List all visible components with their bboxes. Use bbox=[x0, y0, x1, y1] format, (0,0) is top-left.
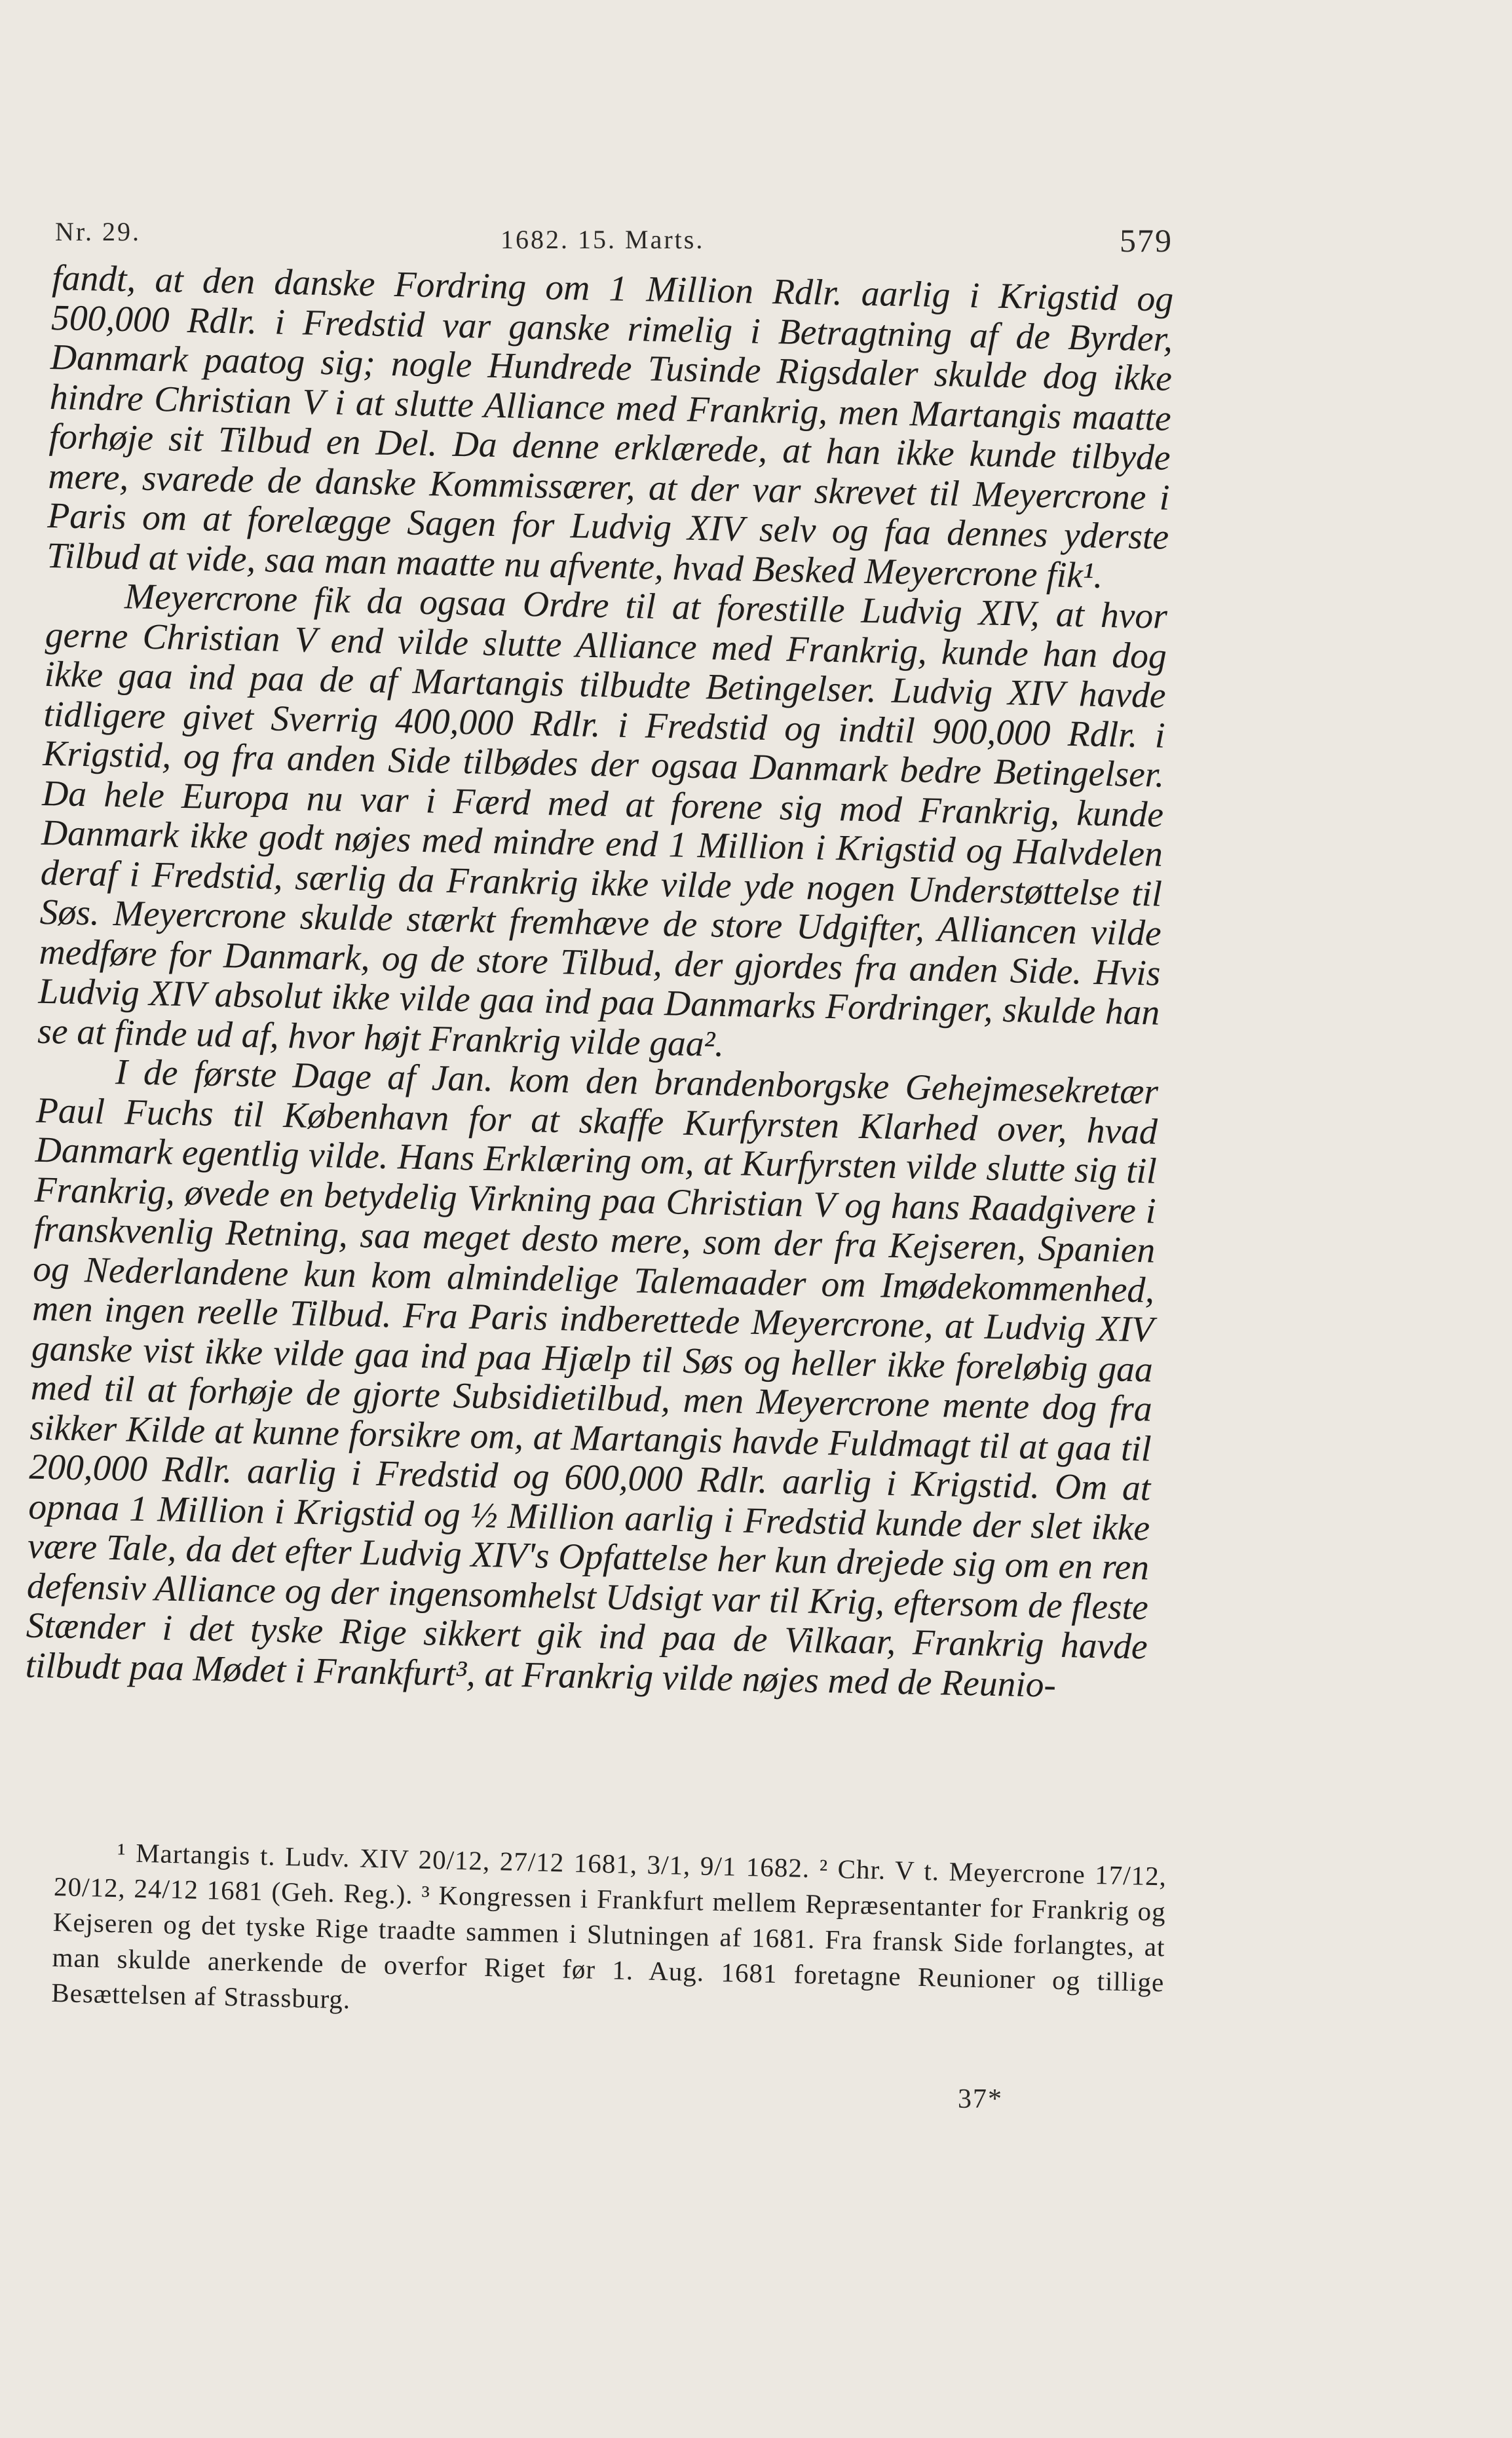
document-date: 1682. 15. Marts. bbox=[501, 225, 705, 254]
paragraph-1: fandt, at den danske Fordring om 1 Million Rdlr. aarlig i Krigstid og 500,000 Rdlr. i Fredstid var ganske rimelig i Betragtning af de Byrder, Danmark paatog sig; nogle Hundrede Tusinde Rigsdaler skulde dog ikke hindre Christian V i at slutte Alliance med Frankrig, men Martangis maatte forhøje sit Tilbud en Del. Da denne erklærede, at han ikke kunde tilbyde mere, svarede de danske Kommissærer, at der var skrevet til Meyercrone i Paris om at forelægge Sagen for Ludvig XIV selv og faa dennes yderste Tilbud at vide, saa man maatte nu afvente, hvad Besked Meyercrone fik¹. bbox=[46, 258, 1174, 596]
sheet-signature: 37* bbox=[958, 2084, 1003, 2114]
footnotes bbox=[51, 1833, 1167, 2035]
paragraph-3: I de første Dage af Jan. kom den brandenborgske Gehejmesekretær Paul Fuchs til København for at skaffe Kurfyrsten Klarhed over, hvad Danmark egentlig vilde. Hans Erklæring om, at Kurfyrsten vilde slutte sig til Frankrig, øvede en betydelig Virkning paa Christian V og hans Raadgivere i franskvenlig Retning, saa meget desto mere, som der fra Kejseren, Spanien og Nederlandene kun kom almindelige Talemaader om Imødekommenhed, men ingen reelle Tilbud. Fra Paris indberettede Meyercrone, at Ludvig XIV ganske vist ikke vilde gaa ind paa Hjælp til Søs og heller ikke foreløbig gaa med til at forhøje de gjorte Subsidietilbud, men Meyercrone mente dog fra sikker Kilde at kunne forsikre om, at Martangis havde Fuldmagt til at gaa til 200,000 Rdlr. aarlig i Fredstid og 600,000 Rdlr. aarlig i Krigstid. Om at opnaa 1 Million i Krigstid og ½ Million aarlig i Fredstid kunde der slet ikke være Tale, da det efter Ludvig XIV's Opfattelse her kun drejede sig om en ren defensiv Alliance og der ingensomhelst Udsigt var til Krig, eftersom de fleste Stænder i det tyske Rige sikkert gik ind paa de Vilkaar, Frankrig havde tilbudt paa Mødet i Frankfurt³, at Frankrig vilde nøjes med de Reunio- bbox=[25, 1052, 1159, 1705]
running-head bbox=[55, 210, 1173, 259]
paragraph-2: Meyercrone fik da ogsaa Ordre til at forestille Ludvig XIV, at hvor gerne Christian V end vilde slutte Alliance med Frankrig, kunde han dog ikke gaa ind paa de af Martangis tilbudte Betingelser. Ludvig XIV havde tidligere givet Sverrig 400,000 Rdlr. i Fredstid og indtil 900,000 Rdlr. i Krigstid, og fra anden Side tilbødes der ogsaa Danmark bedre Betingelser. Da hele Europa nu var i Færd med at forene sig mod Frankrig, kunde Danmark ikke godt nøjes med mindre end 1 Million i Krigstid og Halvdelen deraf i Fredstid, særlig da Frankrig ikke vilde yde nogen Understøttelse til Søs. Meyercrone skulde stærkt fremhæve de store Udgifter, Alliancen vilde medføre for Danmark, og de store Tilbud, der gjordes fra anden Side. Hvis Ludvig XIV absolut ikke vilde gaa ind paa Danmarks Fordringer, skulde han se at finde ud af, hvor højt Frankrig vilde gaa². bbox=[37, 577, 1168, 1065]
page-number: 579 bbox=[1120, 222, 1173, 259]
body-text bbox=[25, 259, 1173, 1707]
document-number: Nr. 29. bbox=[55, 217, 141, 246]
footnote-text: ¹ Martangis t. Ludv. XIV 20/12, 27/12 1681, 3/1, 9/1 1682. ² Chr. V t. Meyercrone 17/12, 20/12, 24/12 1681 (Geh. Reg.). ³ Kongressen i Frankfurt mellem Repræsentanter for Frankrig og Kejseren og det tyske Rige traadte sammen i Slutningen af 1681. Fra fransk Side forlangtes, at man skulde anerkende de overfor Riget før 1. Aug. 1681 foretagne Reunioner og tillige Besættelsen af Strassburg. bbox=[50, 1837, 1167, 2015]
